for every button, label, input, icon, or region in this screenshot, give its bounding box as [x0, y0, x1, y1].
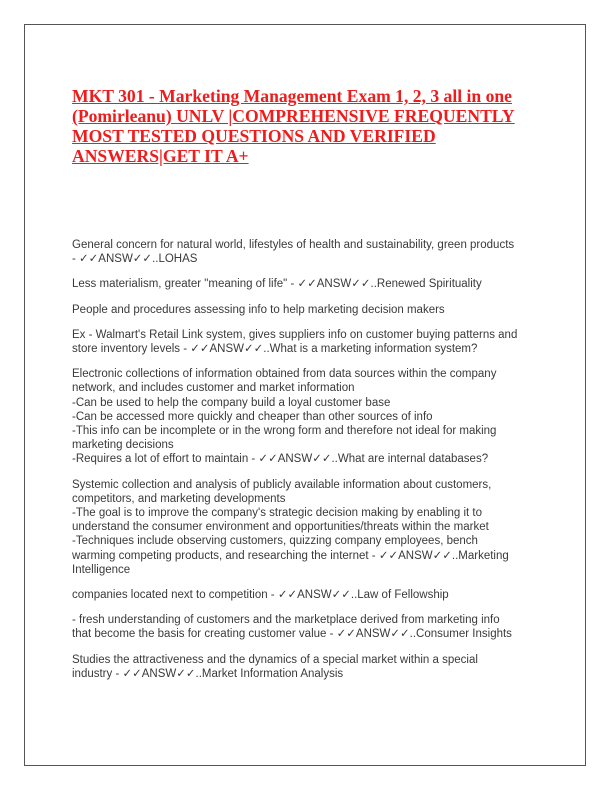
qa-item: [72, 328, 552, 356]
text-line: Electronic collections of information obtained from data sources within the company: [72, 368, 497, 381]
text-line: network, and includes customer and market information: [72, 382, 355, 395]
text-line: that become the basis for creating customer value - ✓✓ANSW✓✓..Consumer Insights: [72, 628, 512, 641]
text-line: understand the consumer environment and opportunities/threats within the market: [72, 521, 489, 534]
text-line: -Requires a lot of effort to maintain - ✓✓ANSW✓✓..What are internal databases?: [72, 453, 489, 466]
text-line: Intelligence: [72, 563, 131, 576]
text-line: General concern for natural world, lifestyles of health and sustainability, green products: [72, 239, 515, 251]
qa-item: [72, 478, 552, 577]
text-line: People and procedures assessing info to help marketing decision makers: [72, 303, 445, 316]
text-line: -Can be used to help the company build a loyal customer base: [72, 396, 391, 409]
text-line: -Techniques include observing customers, quizzing company employees, bench: [72, 535, 478, 548]
text-line: marketing decisions: [72, 439, 174, 452]
text-line: - fresh understanding of customers and the marketplace derived from marketing info: [72, 614, 500, 627]
qa-item: [72, 588, 552, 602]
qa-item: [72, 303, 552, 317]
document-title: MKT 301 - Marketing Management Exam 1, 2, 3 all in one (Pomirleanu) UNLV |COMPREHENSIVE FREQUENTLY MOST TESTED QUESTIONS AND VERIFIED ANSWERS|GET IT A+: [72, 86, 515, 166]
document-body: [72, 238, 552, 692]
text-line: -This info can be incomplete or in the wrong form and therefore not ideal for making: [72, 425, 497, 438]
text-line: -Can be accessed more quickly and cheaper than other sources of info: [72, 410, 433, 423]
text-line: companies located next to competition - ✓✓ANSW✓✓..Law of Fellowship: [72, 589, 449, 602]
text-line: -The goal is to improve the company's strategic decision making by enabling it to: [72, 507, 483, 520]
text-line: competitors, and marketing developments: [72, 492, 286, 505]
text-line: Studies the attractiveness and the dynamics of a special market within a special: [72, 653, 478, 666]
text-line: Ex - Walmart's Retail Link system, gives suppliers info on customer buying patterns and: [72, 328, 518, 341]
text-line: - ✓✓ANSW✓✓..LOHAS: [72, 253, 198, 266]
text-line: industry - ✓✓ANSW✓✓..Market Information Analysis: [72, 667, 344, 680]
qa-item: [72, 238, 552, 266]
qa-item: [72, 653, 552, 681]
qa-item: [72, 277, 552, 291]
qa-item: [72, 367, 552, 466]
text-line: Systemic collection and analysis of publicly available information about customers,: [72, 478, 492, 491]
text-line: Less materialism, greater "meaning of life" - ✓✓ANSW✓✓..Renewed Spirituality: [72, 278, 482, 291]
text-line: warming competing products, and researching the internet - ✓✓ANSW✓✓..Marketing: [72, 549, 509, 562]
qa-item: [72, 613, 552, 641]
text-line: store inventory levels - ✓✓ANSW✓✓..What is a marketing information system?: [72, 343, 478, 356]
